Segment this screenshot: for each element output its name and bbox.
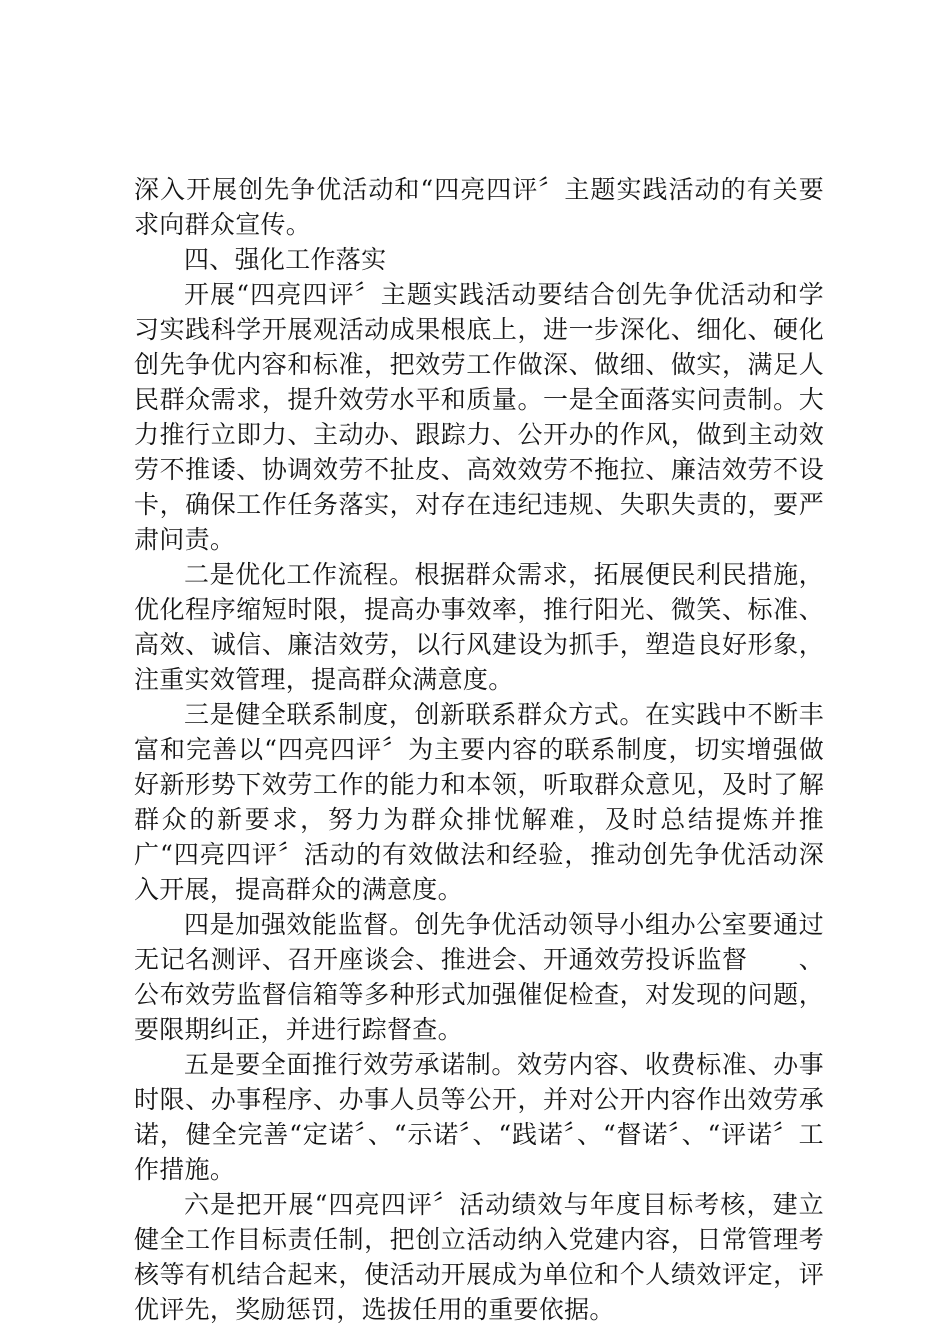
paragraph-item-6: 六是把开展“四亮四评〞活动绩效与年度目标考核，建立健全工作目标责任制，把创立活动纳入党建内容，日常管理考核等有机结合起来，使活动开展成为单位和个人绩效评定，评优评先，奖励惩罚，选拔任用的重要依据。 xyxy=(134,1190,824,1324)
paragraph-continuation: 深入开展创先争优活动和“四亮四评〞主题实践活动的有关要求向群众宣传。 xyxy=(134,175,824,239)
paragraph-intro: 开展“四亮四评〞主题实践活动要结合创先争优活动和学习实践科学开展观活动成果根底上，进一步深化、细化、硬化创先争优内容和标准，把效劳工作做深、做细、做实，满足人民群众需求，提升效劳水平和质量。一是全面落实问责制。大力推行立即力、主动办、跟踪力、公开办的作风，做到主动效劳不推诿、协调效劳不扯皮、高效效劳不拖拉、廉洁效劳不设卡，确保工作任务落实，对存在违纪违规、失职失责的，要严肃问责。 xyxy=(134,280,824,554)
paragraph-item-2: 二是优化工作流程。根据群众需求，拓展便民利民措施，优化程序缩短时限，提高办事效率，推行阳光、微笑、标准、高效、诚信、廉洁效劳，以行风建设为抓手，塑造良好形象，注重实效管理，提高群众满意度。 xyxy=(134,560,824,694)
document-body xyxy=(134,172,824,1327)
paragraph-item-4: 四是加强效能监督。创先争优活动领导小组办公室要通过无记名测评、召开座谈会、推进会、开通效劳投诉监督 、公布效劳监督信箱等多种形式加强催促检查，对发现的问题，要限期纠正，并进行踪督查。 xyxy=(134,910,824,1044)
paragraph-item-5: 五是要全面推行效劳承诺制。效劳内容、收费标准、办事时限、办事程序、办事人员等公开，并对公开内容作出效劳承诺，健全完善“定诺〞、“示诺〞、“践诺〞、“督诺〞、“评诺〞工作措施。 xyxy=(134,1050,824,1184)
paragraph-item-3: 三是健全联系制度，创新联系群众方式。在实践中不断丰富和完善以“四亮四评〞为主要内容的联系制度，切实增强做好新形势下效劳工作的能力和本领，听取群众意见，及时了解群众的新要求，努力为群众排忧解难，及时总结提炼并推广“四亮四评〞活动的有效做法和经验，推动创先争优活动深入开展，提高群众的满意度。 xyxy=(134,700,824,904)
section-heading: 四、强化工作落实 xyxy=(184,245,387,274)
